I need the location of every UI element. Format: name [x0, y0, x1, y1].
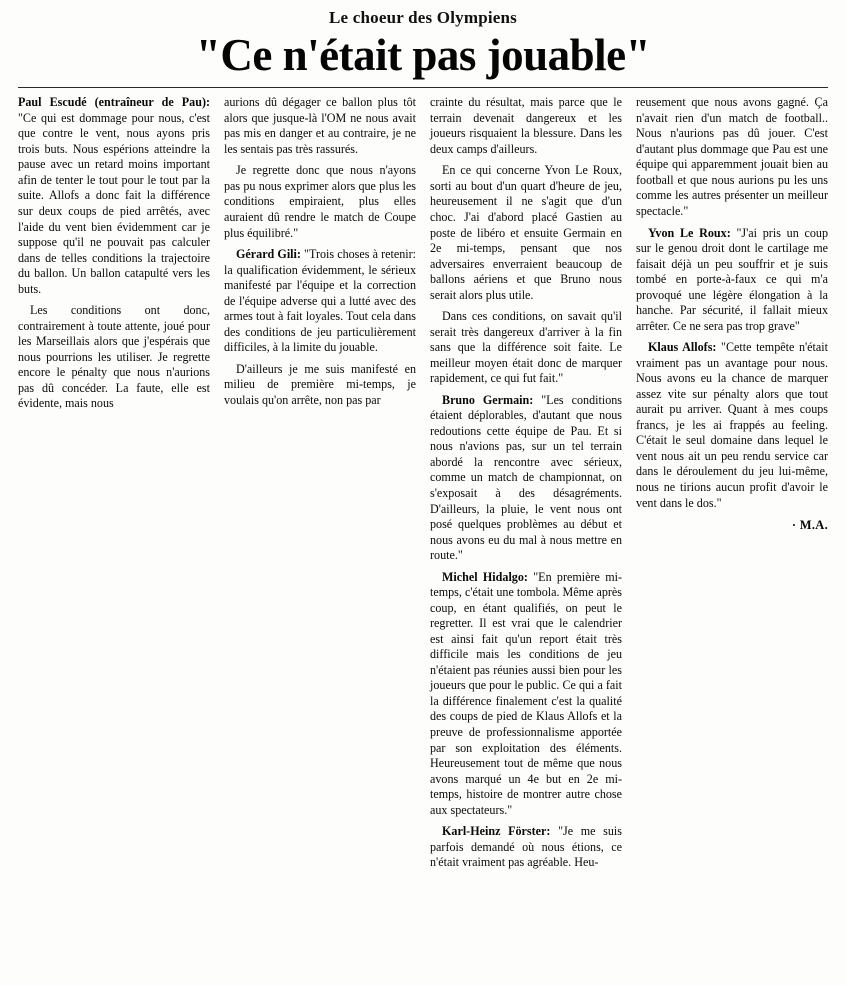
paragraph-text: "Je me suis parfois demandé où nous étions, ce n'était vraiment pas agréable. Heu- — [430, 824, 622, 870]
paragraph — [18, 303, 210, 412]
paragraph — [224, 163, 416, 241]
paragraph — [224, 362, 416, 409]
speaker-name: Klaus Allofs: — [648, 340, 717, 355]
paragraph — [224, 95, 416, 157]
column-2 — [224, 95, 416, 414]
paragraph-text: aurions dû dégager ce ballon plus tôt alors que jusque-là l'OM ne nous avait pas mis en danger et au contraire, je ne les sentais pas très rassurés. — [224, 95, 416, 156]
column-4 — [636, 95, 828, 533]
paragraph-text: Les conditions ont donc, contrairement à toute attente, joué pour les Marseillais alors que j'espérais que nous pourrions les utiliser. Je regrette encore le pénalty que nous n'aurions pas dû concéder. La faute, elle est évidente, mais nous — [18, 303, 210, 411]
paragraph — [224, 247, 416, 356]
article-kicker: Le choeur des Olympiens — [329, 8, 517, 27]
column-1 — [18, 95, 210, 418]
speaker-name: Michel Hidalgo: — [442, 569, 528, 584]
article-columns — [18, 95, 828, 877]
article-headline: "Ce n'était pas jouable" — [195, 30, 651, 80]
paragraph — [636, 340, 828, 511]
paragraph — [636, 95, 828, 219]
paragraph — [430, 95, 622, 157]
paragraph — [430, 309, 622, 387]
paragraph-text: "Les conditions étaient déplorables, d'autant que nous redoutions cette équipe de Pau. Et si nous n'avions pas, sur un tel terrain abordé la rencontre avec sérieux, comme un match de championnat, on s'exposait à des désagréments. D'ailleurs, la pluie, le vent nous ont posé quelques problèmes au début et nous avons eu du mal à nous mettre en route." — [430, 392, 622, 563]
paragraph-text: "Cette tempête n'était vraiment pas un avantage pour nous. Nous avons eu la chance de marquer assez vite sur pénalty alors que tout aurait pu arriver. Quant à mes coups francs, je les ai frappés au feeling. C'était le seul domaine dans lequel le vent nous ait un peu rendu service car dans le déroulement du jeu lui-même, nous ne tirions aucun profit d'avoir le vent dans le dos." — [636, 340, 828, 510]
speaker-name: Bruno Germain: — [442, 392, 534, 407]
paragraph — [430, 824, 622, 871]
paragraph — [430, 570, 622, 819]
speaker-name: Karl-Heinz Förster: — [442, 824, 551, 839]
speaker-name: Yvon Le Roux: — [648, 225, 731, 240]
paragraph-text: Dans ces conditions, on savait qu'il serait très dangereux d'arriver à la fin sans que la différence soit faite. Le meilleur moyen était donc de marquer rapidement, ce qui fut fait." — [430, 309, 622, 386]
column-3 — [430, 95, 622, 877]
paragraph-text: crainte du résultat, mais parce que le terrain devenait dangereux et les joueurs risquaient la blessure. Dans les deux camps d'ailleurs. — [430, 95, 622, 156]
speaker-name: Paul Escudé (entraîneur de Pau): — [18, 95, 210, 110]
speaker-name: Gérard Gili: — [236, 247, 301, 262]
paragraph — [430, 393, 622, 564]
paragraph-text: "Ce qui est dommage pour nous, c'est que contre le vent, nous ayons pris trois buts. Nous espérions atteindre la pause avec un retard moins important afin de tenter le tout pour le tout par la suite. Allofs a donc fait la différence sur deux coups de pied arrêtés, avec l'aide du vent bien évidemment car je suppose qu'il ne pouvait pas calculer dans de telles conditions la trajectoire du ballon. Un ballon catapulté vers les buts. — [18, 110, 210, 296]
paragraph — [636, 226, 828, 335]
header-divider — [18, 87, 828, 88]
paragraph-text: "Trois choses à retenir: la qualification évidemment, le sérieux manifesté par l'équipe et la correction de l'équipe adverse qui a lutté avec des armes tout à fait loyales. Tout cela dans des conditions de jeu particulièrement difficiles, à la limite du jouable. — [224, 247, 416, 355]
paragraph-text: reusement que nous avons gagné. Ça n'avait rien d'un match de football.. Nous n'aurions pas dû jouer. C'est d'autant plus dommage que Pau est une équipe qui apparemment jouait bien au football et que nous aurions pu les uns comme les autres présenter un meilleur spectacle." — [636, 95, 828, 218]
paragraph-text: "J'ai pris un coup sur le genou droit dont le cartilage me faisait déjà un peu souffrir et je suis tombé en porte-à-faux ce qui m'a provoqué une légère élongation à la hanche. Par sécurité, il fallait mieux arrêter. Ce ne sera pas trop grave" — [636, 225, 828, 333]
paragraph-text: Je regrette donc que nous n'ayons pas pu nous exprimer alors que plus les conditions empiraient, plus elles auraient dû rendre le match de Coupe plus équilibré." — [224, 163, 416, 240]
paragraph-text: D'ailleurs je me suis manifesté en milieu de première mi-temps, je voulais qu'on arrête, non pas par — [224, 361, 416, 407]
paragraph-text: "En première mi-temps, c'était une tombola. Même après coup, en étant qualifiés, on peut le regretter. Il est vrai que le calendrier est ainsi fait qu'un report était très difficile mais les conditions de jeu n'étaient pas réunies aussi bien pour les joueurs que pour le public. Ce qui a fait la différence finalement c'est la qualité des coups de pied de Klaus Allofs et la preuve de professionnalisme apportée par son exploitation des éléments. Heureusement tout de même que nous avons marqué un 4e but en 2e mi-temps, histoire de montrer autre chose aux spectateurs." — [430, 569, 623, 817]
article-byline: · M.A. — [791, 518, 828, 533]
paragraph-text: En ce qui concerne Yvon Le Roux, sorti au bout d'un quart d'heure de jeu, heureusement il ne s'agit que d'un choc. J'ai d'abord placé Gastien au poste de libéro et ensuite Germain en 2e mi-temps, pensant que nos adversaires enverraient beaucoup de ballons aériens et que Bruno nous serait alors plus utile. — [430, 163, 622, 302]
paragraph — [18, 95, 210, 297]
paragraph — [430, 163, 622, 303]
